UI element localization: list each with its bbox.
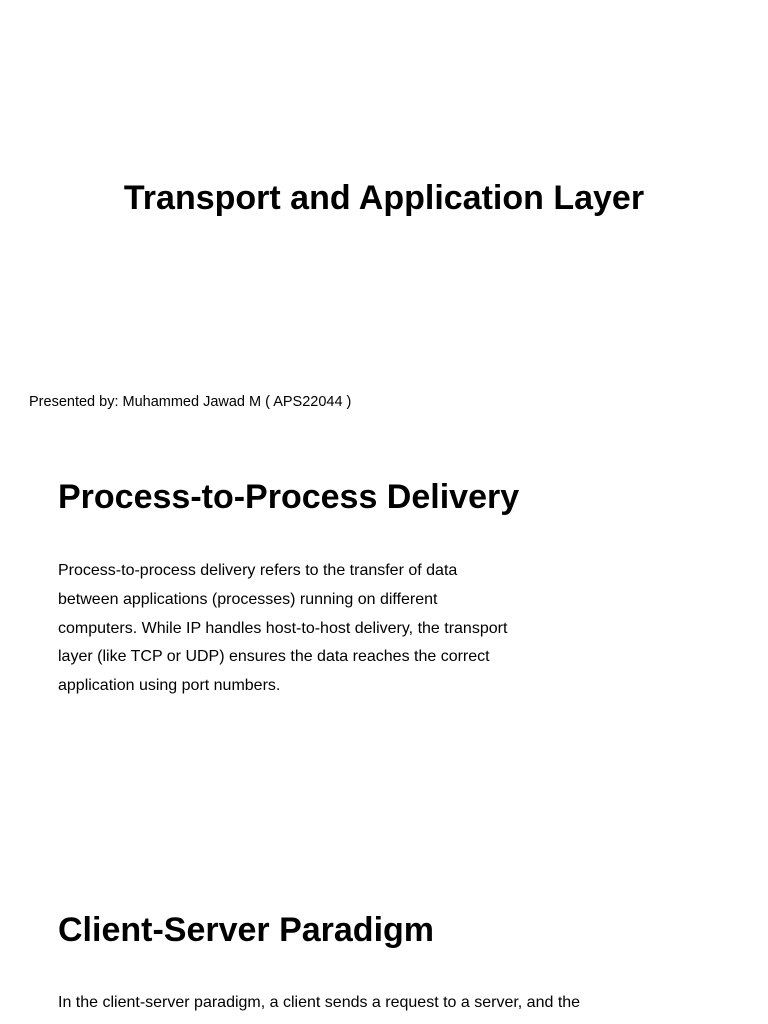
- section-heading-process-delivery: Process-to-Process Delivery: [58, 478, 520, 516]
- section-heading-client-server: Client-Server Paradigm: [58, 911, 435, 949]
- slide-title: Transport and Application Layer: [123, 179, 645, 217]
- presenter-credit: Presented by: Muhammed Jawad M ( APS22044 ): [29, 394, 352, 410]
- section-body-process-delivery: Process-to-process delivery refers to the transfer of data between applications (processes) running on different computers. While IP handles host-to-host delivery, the transport layer (like TCP or UDP) ensures the data reaches the correct application using port numbers.: [58, 562, 508, 695]
- section-body-client-server: In the client-server paradigm, a client sends a request to a server, and the: [58, 994, 581, 1011]
